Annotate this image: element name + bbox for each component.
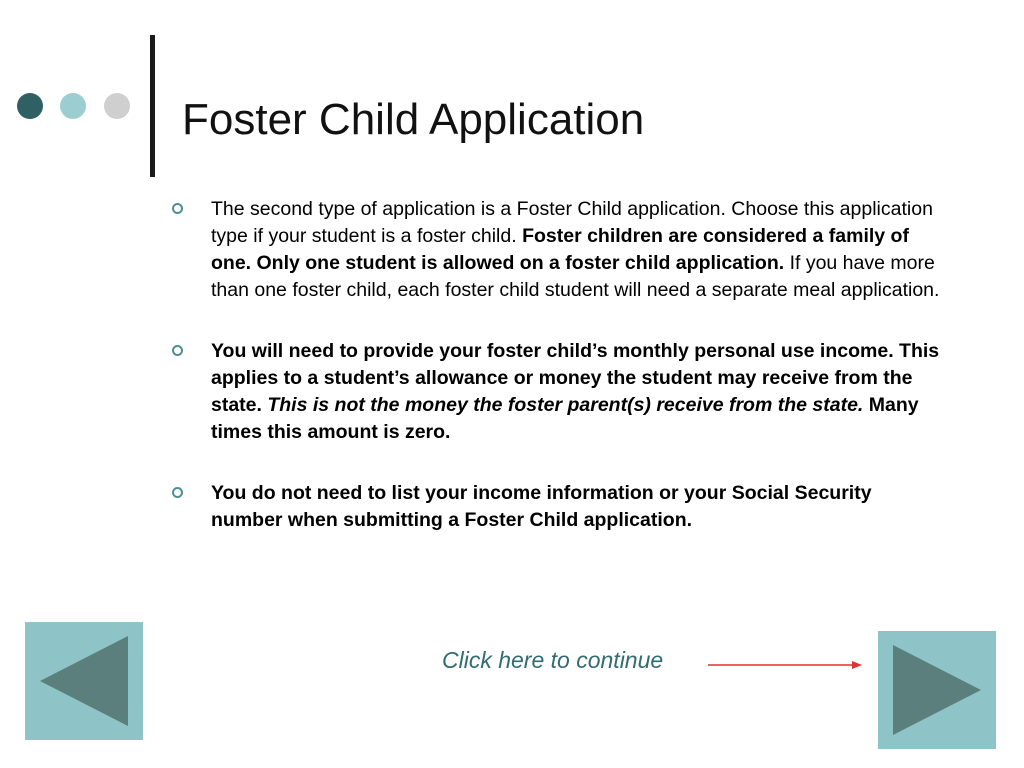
bullet-item (172, 480, 942, 534)
bullet-marker-icon (172, 487, 183, 498)
decor-dot-dark (17, 93, 43, 119)
bullet-marker-icon (172, 203, 183, 214)
bullet-text: Foster children are considered a family of one. Only one student is allowed on a foster child application. (211, 225, 909, 274)
previous-slide-button[interactable] (25, 622, 143, 740)
decor-dot-gray (104, 93, 130, 119)
left-triangle-icon (25, 622, 143, 740)
right-triangle-icon (878, 631, 996, 749)
bullet-item (172, 338, 942, 446)
slide-title: Foster Child Application (182, 95, 645, 144)
continue-link[interactable]: Click here to continue (442, 647, 664, 673)
next-slide-button[interactable] (878, 631, 996, 749)
bullet-text: This is not the money the foster parent(s) receive from the state. (267, 394, 864, 416)
bullet-text: You will need to provide your foster child’s monthly personal use income. This applies to a student’s allowance or money the student may receive from the state. (211, 340, 940, 416)
bullet-text: The second type of application is a Foster Child application. Choose this application type if your student is a foster child. (211, 198, 933, 247)
bullet-text: You do not need to list your income information or your Social Security number when submitting a Foster Child application. (211, 482, 872, 531)
bullet-text: Many times this amount is zero. (211, 394, 919, 443)
bullet-text: If you have more than one foster child, each foster child student will need a separate meal application. (211, 252, 940, 301)
red-arrow-icon (706, 656, 866, 674)
decor-dot-teal (60, 93, 86, 119)
title-divider (150, 35, 155, 177)
slide-body (172, 196, 942, 568)
bullet-marker-icon (172, 345, 183, 356)
bullet-item (172, 196, 942, 304)
